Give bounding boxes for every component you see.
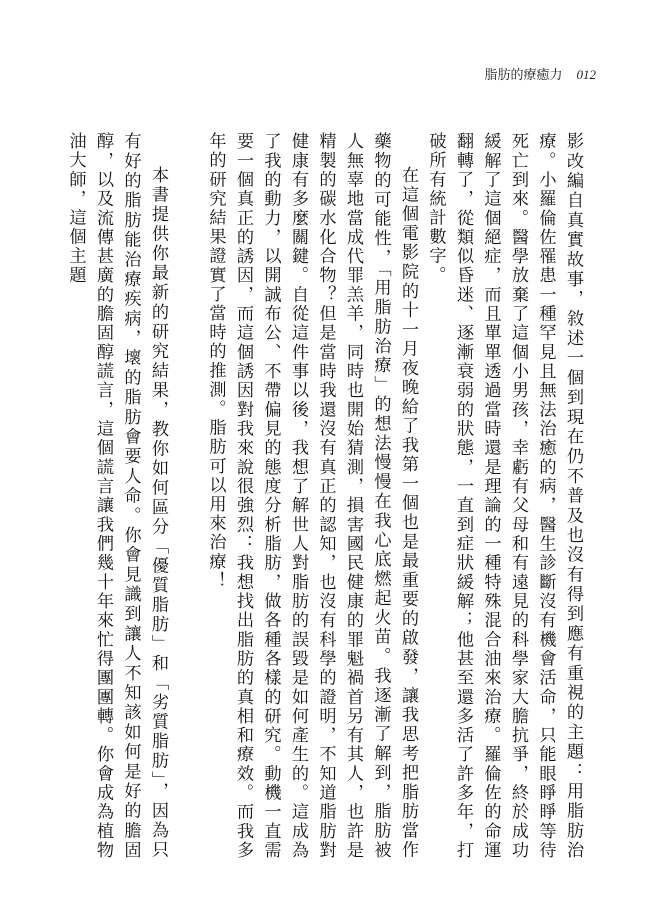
running-head-title: 脂肪的療癒力 xyxy=(484,68,563,83)
paragraph: 本書提供你最新的研究結果，教你如何區分「優質脂肪」和「劣質脂肪」，因為只有好的脂肪能治療疾病，壞的脂肪會要人命。你會見識到讓人不知該如何是好的膽固醇，以及流傳甚廣的膽固醇謊言，這個謊言讓我們幾十年來忙得團團轉。你會成為植物油大師，這個主題 xyxy=(65,132,168,860)
body-text xyxy=(56,132,586,860)
paragraph-continued: 影改編自真實故事，敘述一個到現在仍不普及也沒有得到應有重視的主題：用脂肪治療。小羅倫佐罹患一種罕見且無法治癒的病，醫生診斷沒有機會活命，只能眼睜睜等待死亡到來。醫學放棄了這個小男孩，幸虧有父母和有遠見的科學家大膽抗爭，終於成功緩解了這個絕症，而且單單透過當時還是理論的一種特殊混合油來治療。羅倫佐的命運翻轉了，從類似昏迷、逐漸衰弱的狀態，一直到症狀緩解；他甚至還多活了許多年，打破所有統計數字。 xyxy=(425,132,583,860)
page-number: 012 xyxy=(576,67,596,82)
paragraph: 在這個電影院的十一月夜晚給了我第一個也是最重要的啟發，讓我思考把脂肪當作藥物的可能性，「用脂肪治療」的想法慢慢在我心底燃起火苗。我逐漸了解到，脂肪被人無辜地當成代罪羔羊，同時也開始猜測，損害國民健康的罪魁禍首另有其人，也許是精製的碳水化合物？但是當時我還沒有真正的認知，也沒有科學的證明，不知道脂肪對健康有多麼關鍵。自從這件事以後，我想了解世人對脂肪的誤毀是如何產生的。這成為了我的動力，以開誠布公、不帶偏見的態度分析脂肪，做各種各樣的研究。動機一直需要一個真正的誘因，而這個誘因對我來說很強烈：我想找出脂肪的真相和療效。而我多年的研究結果證實了當時的推測。脂肪可以用來治療！ xyxy=(205,132,418,860)
running-head xyxy=(484,64,596,83)
